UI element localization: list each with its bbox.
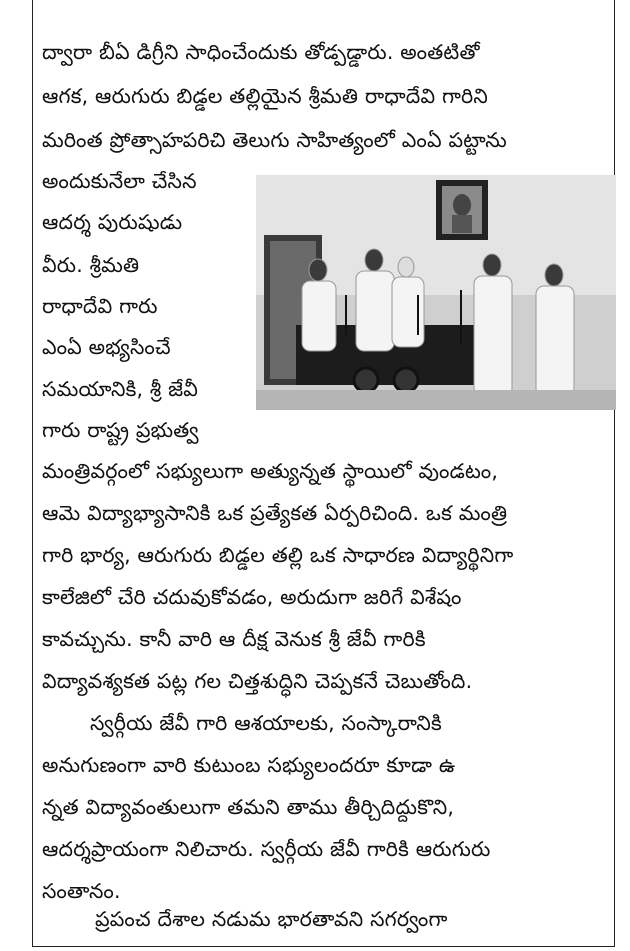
text-line: సంతానం. <box>42 879 121 903</box>
text-line: ఆదర్శ పురుషుడు <box>42 210 183 234</box>
text-line: ఆమె విద్యాభ్యాసానికి ఒక ప్రత్యేకత ఏర్పరిచింది. ఒక మంత్రి <box>42 501 508 525</box>
text-line: అనుగుణంగా వారి కుటుంబ సభ్యులందరూ కూడా ఉ <box>42 753 456 777</box>
text-line: ఆగక, ఆరుగురు బిడ్డల తల్లియైన శ్రీమతి రాధాదేవి గారిని <box>42 84 488 108</box>
text-line: వీరు. శ్రీమతి <box>42 253 140 277</box>
text-line: రాధాదేవి గారు <box>42 294 158 318</box>
text-line: ఆదర్శప్రాయంగా నిలిచారు. స్వర్గీయ జేవీ గారికి ఆరుగురు <box>42 837 491 861</box>
text-line: మరింత ప్రోత్సాహపరిచి తెలుగు సాహిత్యంలో ఎంఏ పట్టాను <box>42 128 507 152</box>
text-line: కావచ్చును. కానీ వారి ఆ దీక్ష వెనుక శ్రీ జేవీ గారికి <box>42 627 426 651</box>
text-line: ద్వారా బీఏ డిగ్రీని సాధించేందుకు తోడ్పడ్డారు. అంతటితో <box>42 40 480 64</box>
text-line: స్వర్గీయ జేవీ గారి ఆశయాలకు, సంస్కారానికి <box>90 711 442 735</box>
text-line: సమయానికి, శ్రీ జేవీ <box>42 377 199 401</box>
text-line: విద్యావశ్యకత పట్ల గల చిత్తశుద్ధిని చెప్పకనే చెబుతోంది. <box>42 669 473 693</box>
text-line: గారు రాష్ట్ర ప్రభుత్వ <box>42 418 199 442</box>
text-line: న్నత విద్యావంతులుగా తమని తాము తీర్చిదిద్దుకొని, <box>42 795 455 819</box>
text-line: ఎంఏ అభ్యసించే <box>42 335 171 359</box>
group-photo <box>256 175 616 410</box>
text-line: గారి భార్య, ఆరుగురు బిడ్డల తల్లి ఒక సాధారణ విద్యార్థినిగా <box>42 543 514 567</box>
text-line: అందుకునేలా చేసిన <box>42 169 197 193</box>
text-line: కాలేజిలో చేరి చదువుకోవడం, అరుదుగా జరిగే విశేషం <box>42 585 462 609</box>
text-line: మంత్రివర్గంలో సభ్యులుగా అత్యున్నత స్థాయిలో వుండటం, <box>42 459 499 483</box>
text-line: ప్రపంచ దేశాల నడుమ భారతావని సగర్వంగా <box>95 907 448 931</box>
